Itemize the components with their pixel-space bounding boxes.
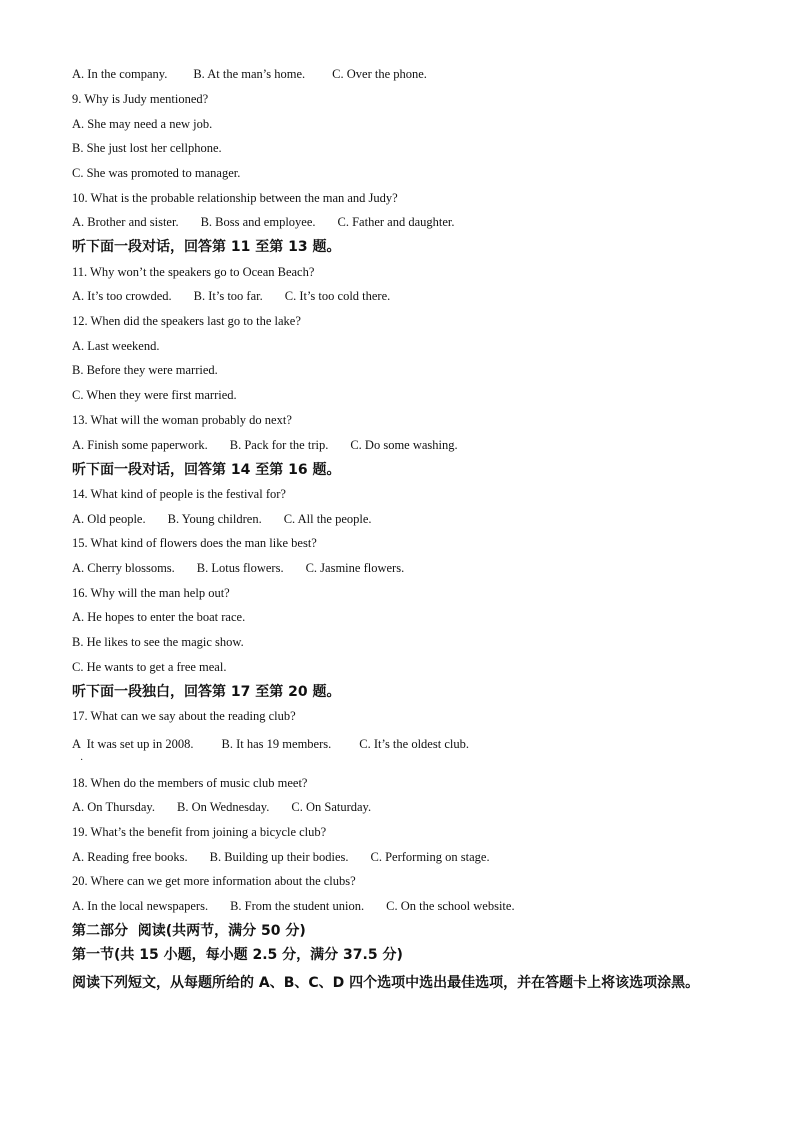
options-row <box>72 849 490 865</box>
answer-option: C. Over the phone. <box>332 67 427 81</box>
question-stem: 11. Why won’t the speakers go to Ocean Beach? <box>72 265 315 279</box>
options-row <box>72 511 372 527</box>
answer-option: B. It has 19 members. <box>221 737 332 751</box>
section-heading: 听下面一段独白，回答第 17 至第 20 题。 <box>72 684 341 700</box>
answer-option: A. Brother and sister. <box>72 215 179 229</box>
answer-option: C. It’s the oldest club. <box>359 737 469 751</box>
answer-option: B. From the student union. <box>230 899 365 913</box>
options-row <box>72 66 427 82</box>
answer-option: C. Jasmine flowers. <box>305 561 405 575</box>
options-row <box>72 799 371 815</box>
stray-mark: · <box>80 755 84 766</box>
answer-option: A. On Thursday. <box>72 800 155 814</box>
answer-option: A. In the local newspapers. <box>72 899 209 913</box>
answer-option: C. All the people. <box>283 512 372 526</box>
answer-option: C. When they were first married. <box>72 388 237 402</box>
options-row <box>72 560 404 576</box>
question-stem: 18. When do the members of music club meet? <box>72 776 308 790</box>
answer-option: B. Building up their bodies. <box>209 850 349 864</box>
section-heading: 第一节(共 15 小题，每小题 2.5 分，满分 37.5 分) <box>72 947 403 963</box>
answer-option: C. She was promoted to manager. <box>72 166 241 180</box>
answer-option: C. On the school website. <box>386 899 515 913</box>
answer-option: B. At the man’s home. <box>193 67 306 81</box>
answer-option: A. Old people. <box>72 512 146 526</box>
question-stem: 12. When did the speakers last go to the lake? <box>72 314 301 328</box>
options-row <box>72 736 469 752</box>
answer-option: B. Before they were married. <box>72 363 218 377</box>
question-stem: 19. What’s the benefit from joining a bicycle club? <box>72 825 327 839</box>
section-heading: 第二部分 阅读(共两节，满分 50 分) <box>72 923 306 939</box>
answer-option: A. Reading free books. <box>72 850 188 864</box>
options-row <box>72 288 390 304</box>
section-heading: 阅读下列短文，从每题所给的 A、B、C、D 四个选项中选出最佳选项，并在答题卡上将该选项涂黑。 <box>72 975 700 991</box>
answer-option: B. Pack for the trip. <box>229 438 329 452</box>
answer-option: A. Finish some paperwork. <box>72 438 208 452</box>
answer-option: A. It’s too crowded. <box>72 289 172 303</box>
section-heading: 听下面一段对话，回答第 11 至第 13 题。 <box>72 239 341 255</box>
answer-option: B. Lotus flowers. <box>196 561 284 575</box>
options-row <box>72 898 515 914</box>
question-stem: 10. What is the probable relationship between the man and Judy? <box>72 191 398 205</box>
answer-option: C. Performing on stage. <box>370 850 490 864</box>
answer-option: C. He wants to get a free meal. <box>72 660 227 674</box>
answer-option: A. In the company. <box>72 67 168 81</box>
options-row <box>72 437 458 453</box>
question-stem: 17. What can we say about the reading club? <box>72 709 296 723</box>
question-stem: 14. What kind of people is the festival for? <box>72 487 286 501</box>
answer-option: A. Cherry blossoms. <box>72 561 175 575</box>
answer-option: B. It’s too far. <box>193 289 263 303</box>
answer-option: C. Do some washing. <box>350 438 458 452</box>
answer-option: A. He hopes to enter the boat race. <box>72 610 246 624</box>
question-stem: 16. Why will the man help out? <box>72 586 230 600</box>
question-stem: 13. What will the woman probably do next? <box>72 413 292 427</box>
question-stem: 9. Why is Judy mentioned? <box>72 92 209 106</box>
answer-option: C. On Saturday. <box>291 800 372 814</box>
question-stem: 20. Where can we get more information about the clubs? <box>72 874 356 888</box>
answer-option: C. It’s too cold there. <box>284 289 391 303</box>
question-stem: 15. What kind of flowers does the man like best? <box>72 536 317 550</box>
answer-option: B. Boss and employee. <box>200 215 316 229</box>
answer-option: A It was set up in 2008. <box>72 737 194 751</box>
answer-option: A. Last weekend. <box>72 339 160 353</box>
answer-option: B. She just lost her cellphone. <box>72 141 222 155</box>
section-heading: 听下面一段对话，回答第 14 至第 16 题。 <box>72 462 341 478</box>
answer-option: B. Young children. <box>167 512 262 526</box>
answer-option: C. Father and daughter. <box>337 215 455 229</box>
answer-option: B. He likes to see the magic show. <box>72 635 244 649</box>
answer-option: B. On Wednesday. <box>176 800 270 814</box>
answer-option: A. She may need a new job. <box>72 117 213 131</box>
options-row <box>72 214 455 230</box>
